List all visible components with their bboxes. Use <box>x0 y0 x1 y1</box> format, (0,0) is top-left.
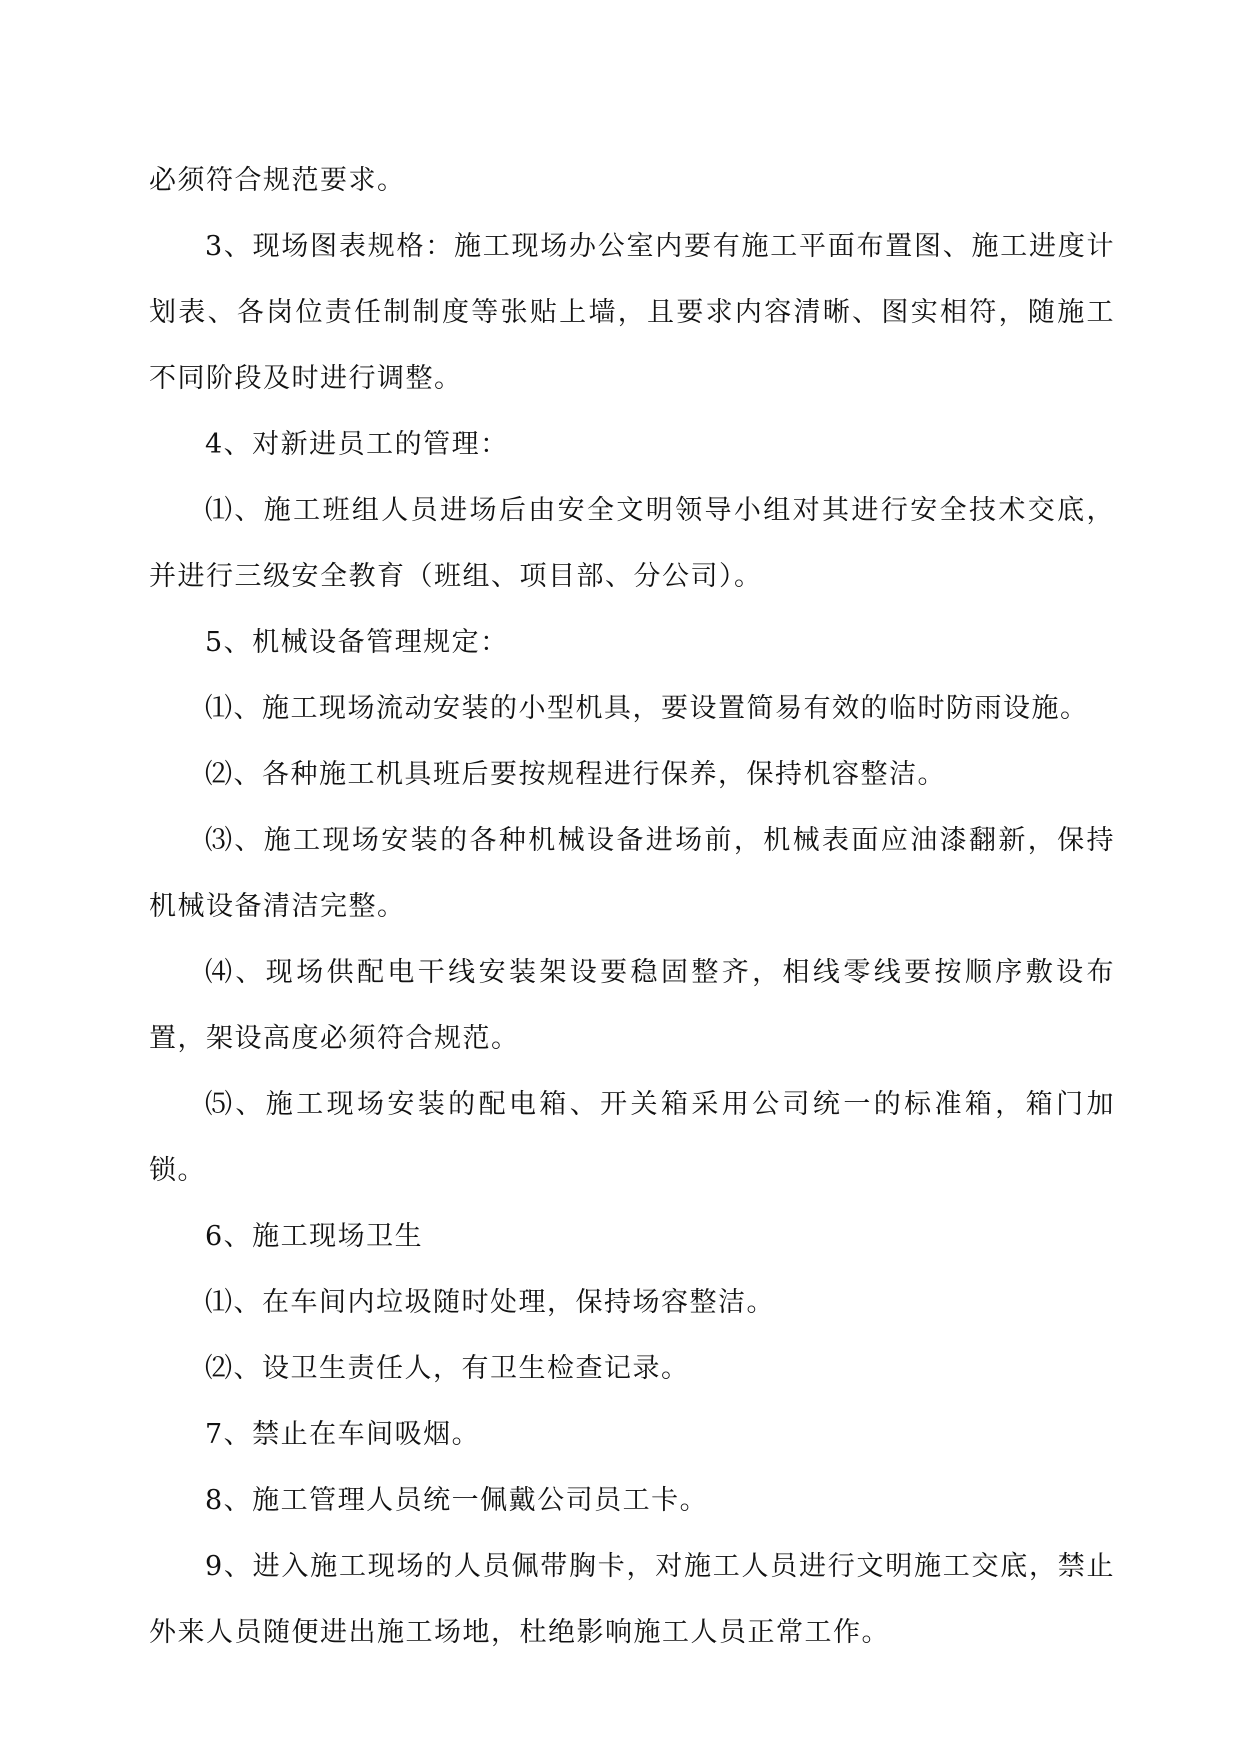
paragraph: 3、现场图表规格：施工现场办公室内要有施工平面布置图、施工进度计划表、各岗位责任制制度等张贴上墙，且要求内容清晰、图实相符，随施工不同阶段及时进行调整。 <box>149 231 1115 394</box>
paragraph: ⑵、设卫生责任人，有卫生检查记录。 <box>205 1353 690 1384</box>
paragraph: ⑴、在车间内垃圾随时处理，保持场容整洁。 <box>205 1287 775 1318</box>
paragraph: ⑷、现场供配电干线安装架设要稳固整齐，相线零线要按顺序敷设布置，架设高度必须符合规范。 <box>149 957 1115 1054</box>
paragraph: ⑴、施工班组人员进场后由安全文明领导小组对其进行安全技术交底，并进行三级安全教育（班组、项目部、分公司）。 <box>149 495 1115 592</box>
paragraph: ⑶、施工现场安装的各种机械设备进场前，机械表面应油漆翻新，保持机械设备清洁完整。 <box>149 825 1115 922</box>
paragraph: 必须符合规范要求。 <box>149 165 406 196</box>
document-body <box>149 148 1115 1666</box>
paragraph: 8、施工管理人员统一佩戴公司员工卡。 <box>205 1485 709 1516</box>
paragraph: 9、进入施工现场的人员佩带胸卡，对施工人员进行文明施工交底，禁止外来人员随便进出施工场地，杜绝影响施工人员正常工作。 <box>149 1551 1115 1648</box>
paragraph: ⑵、各种施工机具班后要按规程进行保养，保持机容整洁。 <box>205 759 946 790</box>
paragraph: ⑴、施工现场流动安装的小型机具，要设置简易有效的临时防雨设施。 <box>205 693 1089 724</box>
paragraph: 5、机械设备管理规定： <box>205 627 509 658</box>
paragraph: 4、对新进员工的管理： <box>205 429 509 460</box>
paragraph: ⑸、施工现场安装的配电箱、开关箱采用公司统一的标准箱，箱门加锁。 <box>149 1089 1115 1186</box>
paragraph: 6、施工现场卫生 <box>205 1221 424 1252</box>
paragraph: 7、禁止在车间吸烟。 <box>205 1419 481 1450</box>
